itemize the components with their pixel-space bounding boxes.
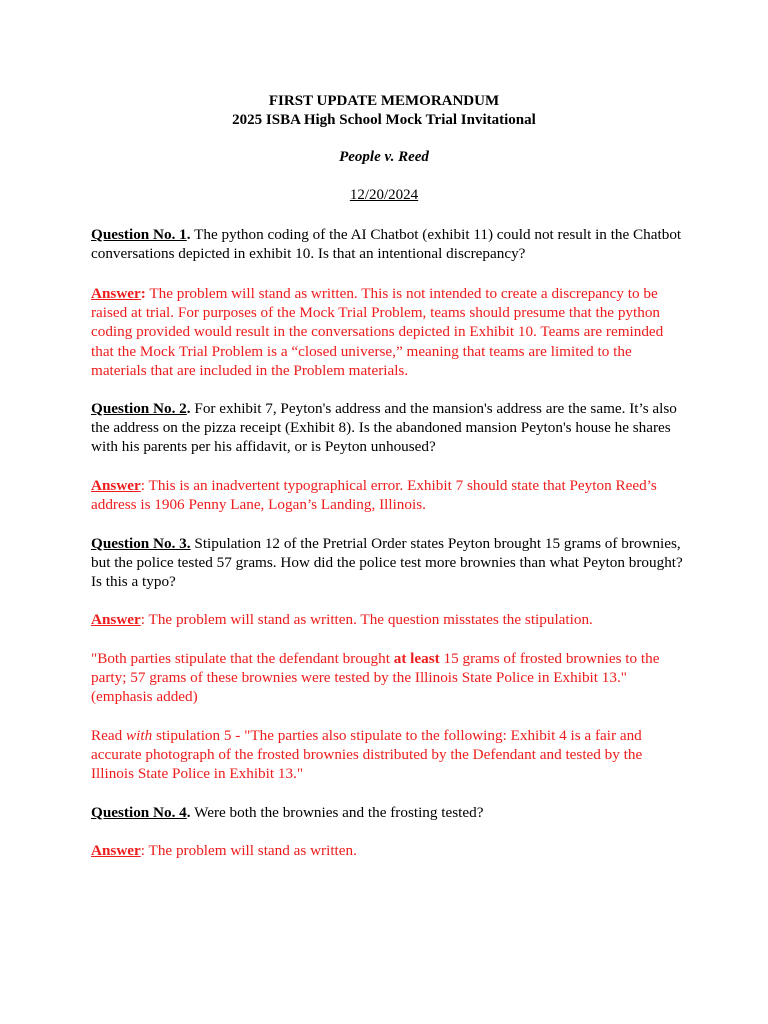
stipulation-12-quote xyxy=(91,649,685,707)
question-4-separator: . xyxy=(186,804,191,821)
question-2-separator: . xyxy=(186,400,191,417)
quote-text-post: 15 grams of frosted brownies to the party; 57 grams of these brownies were tested by the Illinois State Police in Exhibit 13." (emphasis added) xyxy=(91,650,660,706)
answer-3-separator: : xyxy=(140,611,146,628)
answer-4-label: Answer xyxy=(91,842,141,859)
answer-4 xyxy=(91,841,685,860)
read-with-pre: Read xyxy=(91,727,127,744)
question-4-label: Question No. 4 xyxy=(91,804,187,821)
answer-2-text: This is an inadvertent typographical error. Exhibit 7 should state that Peyton Reed’s address is 1906 Penny Lane, Logan’s Landing, Illinois. xyxy=(91,477,657,514)
quote-emphasis: at least xyxy=(393,650,440,667)
stipulation-5-note xyxy=(91,726,685,784)
answer-2-separator: : xyxy=(140,477,146,494)
question-4-text: Were both the brownies and the frosting tested? xyxy=(190,804,484,821)
answer-1-text: The problem will stand as written. This is not intended to create a discrepancy to be raised at trial. For purposes of the Mock Trial Problem, teams should presume that the python coding provided would result in the conversations depicted in Exhibit 10. Teams are reminded that the Mock Trial Problem is a “closed universe,” meaning that teams are limited to the materials that are included in the Problem materials. xyxy=(91,285,664,379)
answer-2-label: Answer xyxy=(91,477,141,494)
question-1-text: The python coding of the AI Chatbot (exhibit 11) could not result in the Chatbot conversations depicted in exhibit 10. Is that an intentional discrepancy? xyxy=(91,226,682,263)
quote-text-pre: "Both parties stipulate that the defendant brought xyxy=(91,650,394,667)
memo-title: FIRST UPDATE MEMORANDUM xyxy=(268,93,500,109)
read-with-italic: with xyxy=(126,727,153,744)
question-4 xyxy=(91,803,685,822)
case-name: People v. Reed xyxy=(339,149,429,165)
answer-1-label: Answer xyxy=(91,285,141,302)
answer-3-label: Answer xyxy=(91,611,141,628)
question-1-separator: . xyxy=(186,226,191,243)
answer-3 xyxy=(91,610,685,629)
question-1 xyxy=(91,225,685,263)
answer-1 xyxy=(91,284,685,380)
question-3-label: Question No. 3. xyxy=(91,535,191,552)
memo-date: 12/20/2024 xyxy=(349,187,419,203)
read-with-post: stipulation 5 - "The parties also stipulate to the following: Exhibit 4 is a fair and accurate photograph of the frosted brownies distributed by the Defendant and tested by the Illinois State Police in Exhibit 13." xyxy=(91,727,643,783)
answer-4-text: The problem will stand as written. xyxy=(145,842,357,859)
question-2-text: For exhibit 7, Peyton's address and the mansion's address are the same. It’s also the address on the pizza receipt (Exhibit 8). Is the abandoned mansion Peyton's house he shares with his parents per his affidavit, or is Peyton unhoused? xyxy=(91,400,677,456)
answer-3-text: The problem will stand as written. The question misstates the stipulation. xyxy=(145,611,593,628)
question-2 xyxy=(91,399,685,457)
question-3-text: Stipulation 12 of the Pretrial Order states Peyton brought 15 grams of brownies, but the police tested 57 grams. How did the police test more brownies than what Peyton brought? Is this a typo? xyxy=(91,535,683,591)
memo-subtitle: 2025 ISBA High School Mock Trial Invitational xyxy=(232,112,536,128)
question-2-label: Question No. 2 xyxy=(91,400,187,417)
question-3 xyxy=(91,534,685,592)
answer-1-separator: : xyxy=(140,285,146,302)
answer-2 xyxy=(91,476,685,514)
question-1-label: Question No. 1 xyxy=(91,226,187,243)
answer-4-separator: : xyxy=(140,842,146,859)
